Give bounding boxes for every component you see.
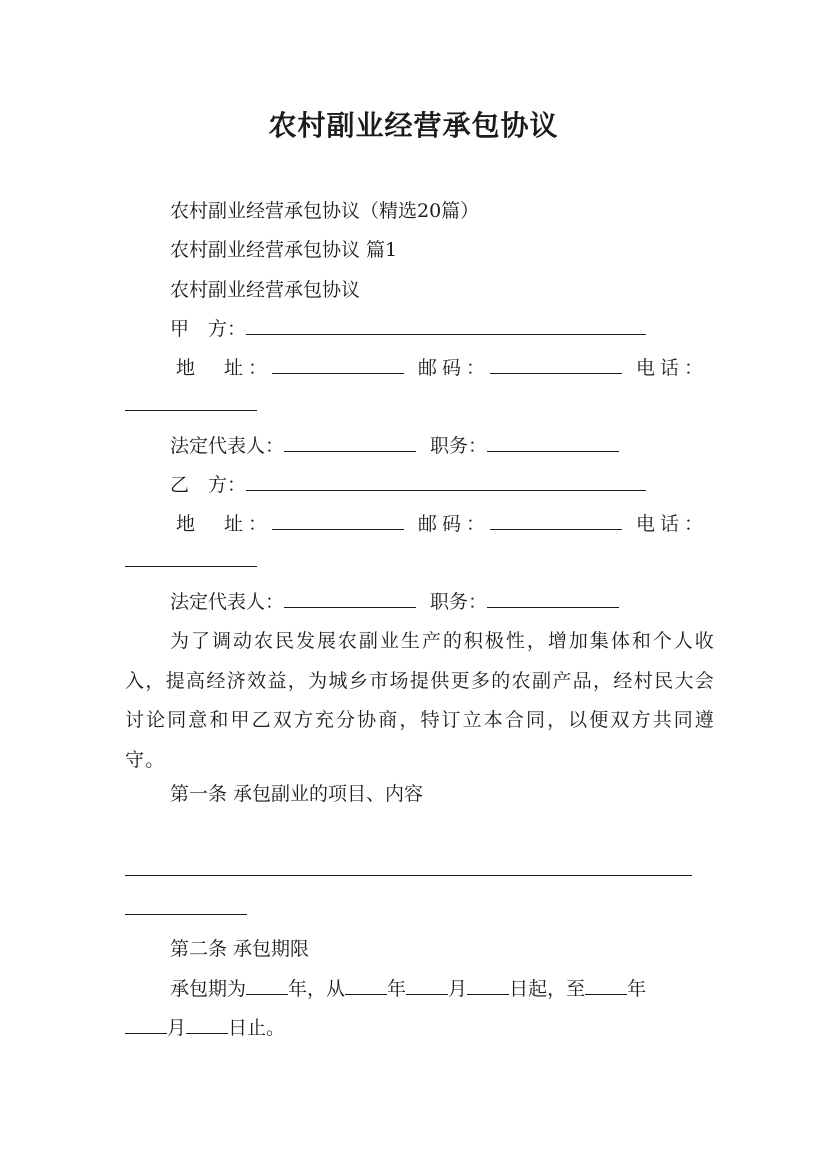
party-a-blank[interactable] [246,314,646,335]
contract-name: 农村副业经营承包协议 [170,279,361,301]
party-a-address-label: 地 址： [176,357,273,379]
term-text-2: 年，从 [288,978,346,1000]
party-a-postcode-blank[interactable] [490,353,622,374]
party-b-line [170,470,646,499]
party-b-phone-label: 电话： [636,513,709,535]
term-text-4: 月 [448,978,468,1000]
article1-content-blank-2[interactable] [125,894,247,915]
article1-content-blank[interactable] [125,855,692,876]
party-b-address-line [176,509,708,538]
party-b-phone-line [125,546,257,575]
party-a-position-blank[interactable] [487,431,619,452]
term-line-2 [125,1013,285,1042]
term-text-6: 年 [627,978,647,1000]
party-b-position-blank[interactable] [487,587,619,608]
end-month-blank[interactable] [125,1013,167,1034]
party-a-line [170,314,646,343]
start-month-blank[interactable] [406,974,448,995]
party-b-postcode-label: 邮码： [418,513,491,535]
party-b-label: 乙 方： [170,474,247,496]
start-year-blank[interactable] [345,974,387,995]
term-years-blank[interactable] [246,974,288,995]
party-b-postcode-blank[interactable] [490,509,622,530]
party-b-address-label: 地 址： [176,513,273,535]
end-year-blank[interactable] [585,974,627,995]
term-text-1: 承包期为 [170,978,247,1000]
end-day-blank[interactable] [186,1013,228,1034]
article1-blank-line-1 [125,855,692,884]
intro-paragraph: 为了调动农民发展农副业生产的积极性，增加集体和个人收入，提高经济效益，为城乡市场提供更多的农副产品，经村民大会讨论同意和甲乙双方充分协商，特订立本合同，以便双方共同遵守。 [125,630,715,771]
party-a-address-line [176,353,708,382]
term-text-3: 年 [387,978,407,1000]
party-b-position-label: 职务： [430,591,488,613]
party-a-phone-line [125,390,257,419]
party-a-label: 甲 方： [170,318,247,340]
party-b-phone-blank[interactable] [125,546,257,567]
document-title: 农村副业经营承包协议 [268,109,559,142]
article2-heading: 第二条 承包期限 [170,938,310,960]
term-text-8: 日止。 [228,1017,286,1039]
party-a-address-blank[interactable] [272,353,404,374]
term-line-1 [170,974,646,1003]
term-text-5: 日起，至 [509,978,586,1000]
subtitle: 农村副业经营承包协议（精选20篇） [170,200,480,222]
party-a-rep-label: 法定代表人： [170,435,285,457]
term-text-7: 月 [167,1017,187,1039]
article1-blank-line-2 [125,894,247,923]
party-a-rep-blank[interactable] [284,431,416,452]
party-b-rep-label: 法定代表人： [170,591,285,613]
party-b-rep-line [170,587,619,616]
party-b-rep-blank[interactable] [284,587,416,608]
party-a-rep-line [170,431,619,460]
party-b-blank[interactable] [246,470,646,491]
start-day-blank[interactable] [467,974,509,995]
party-a-phone-label: 电话： [636,357,709,379]
party-a-position-label: 职务： [430,435,488,457]
article1-heading: 第一条 承包副业的项目、内容 [170,783,424,805]
section-heading: 农村副业经营承包协议 篇1 [170,239,398,261]
party-b-address-blank[interactable] [272,509,404,530]
party-a-phone-blank[interactable] [125,390,257,411]
party-a-postcode-label: 邮码： [418,357,491,379]
